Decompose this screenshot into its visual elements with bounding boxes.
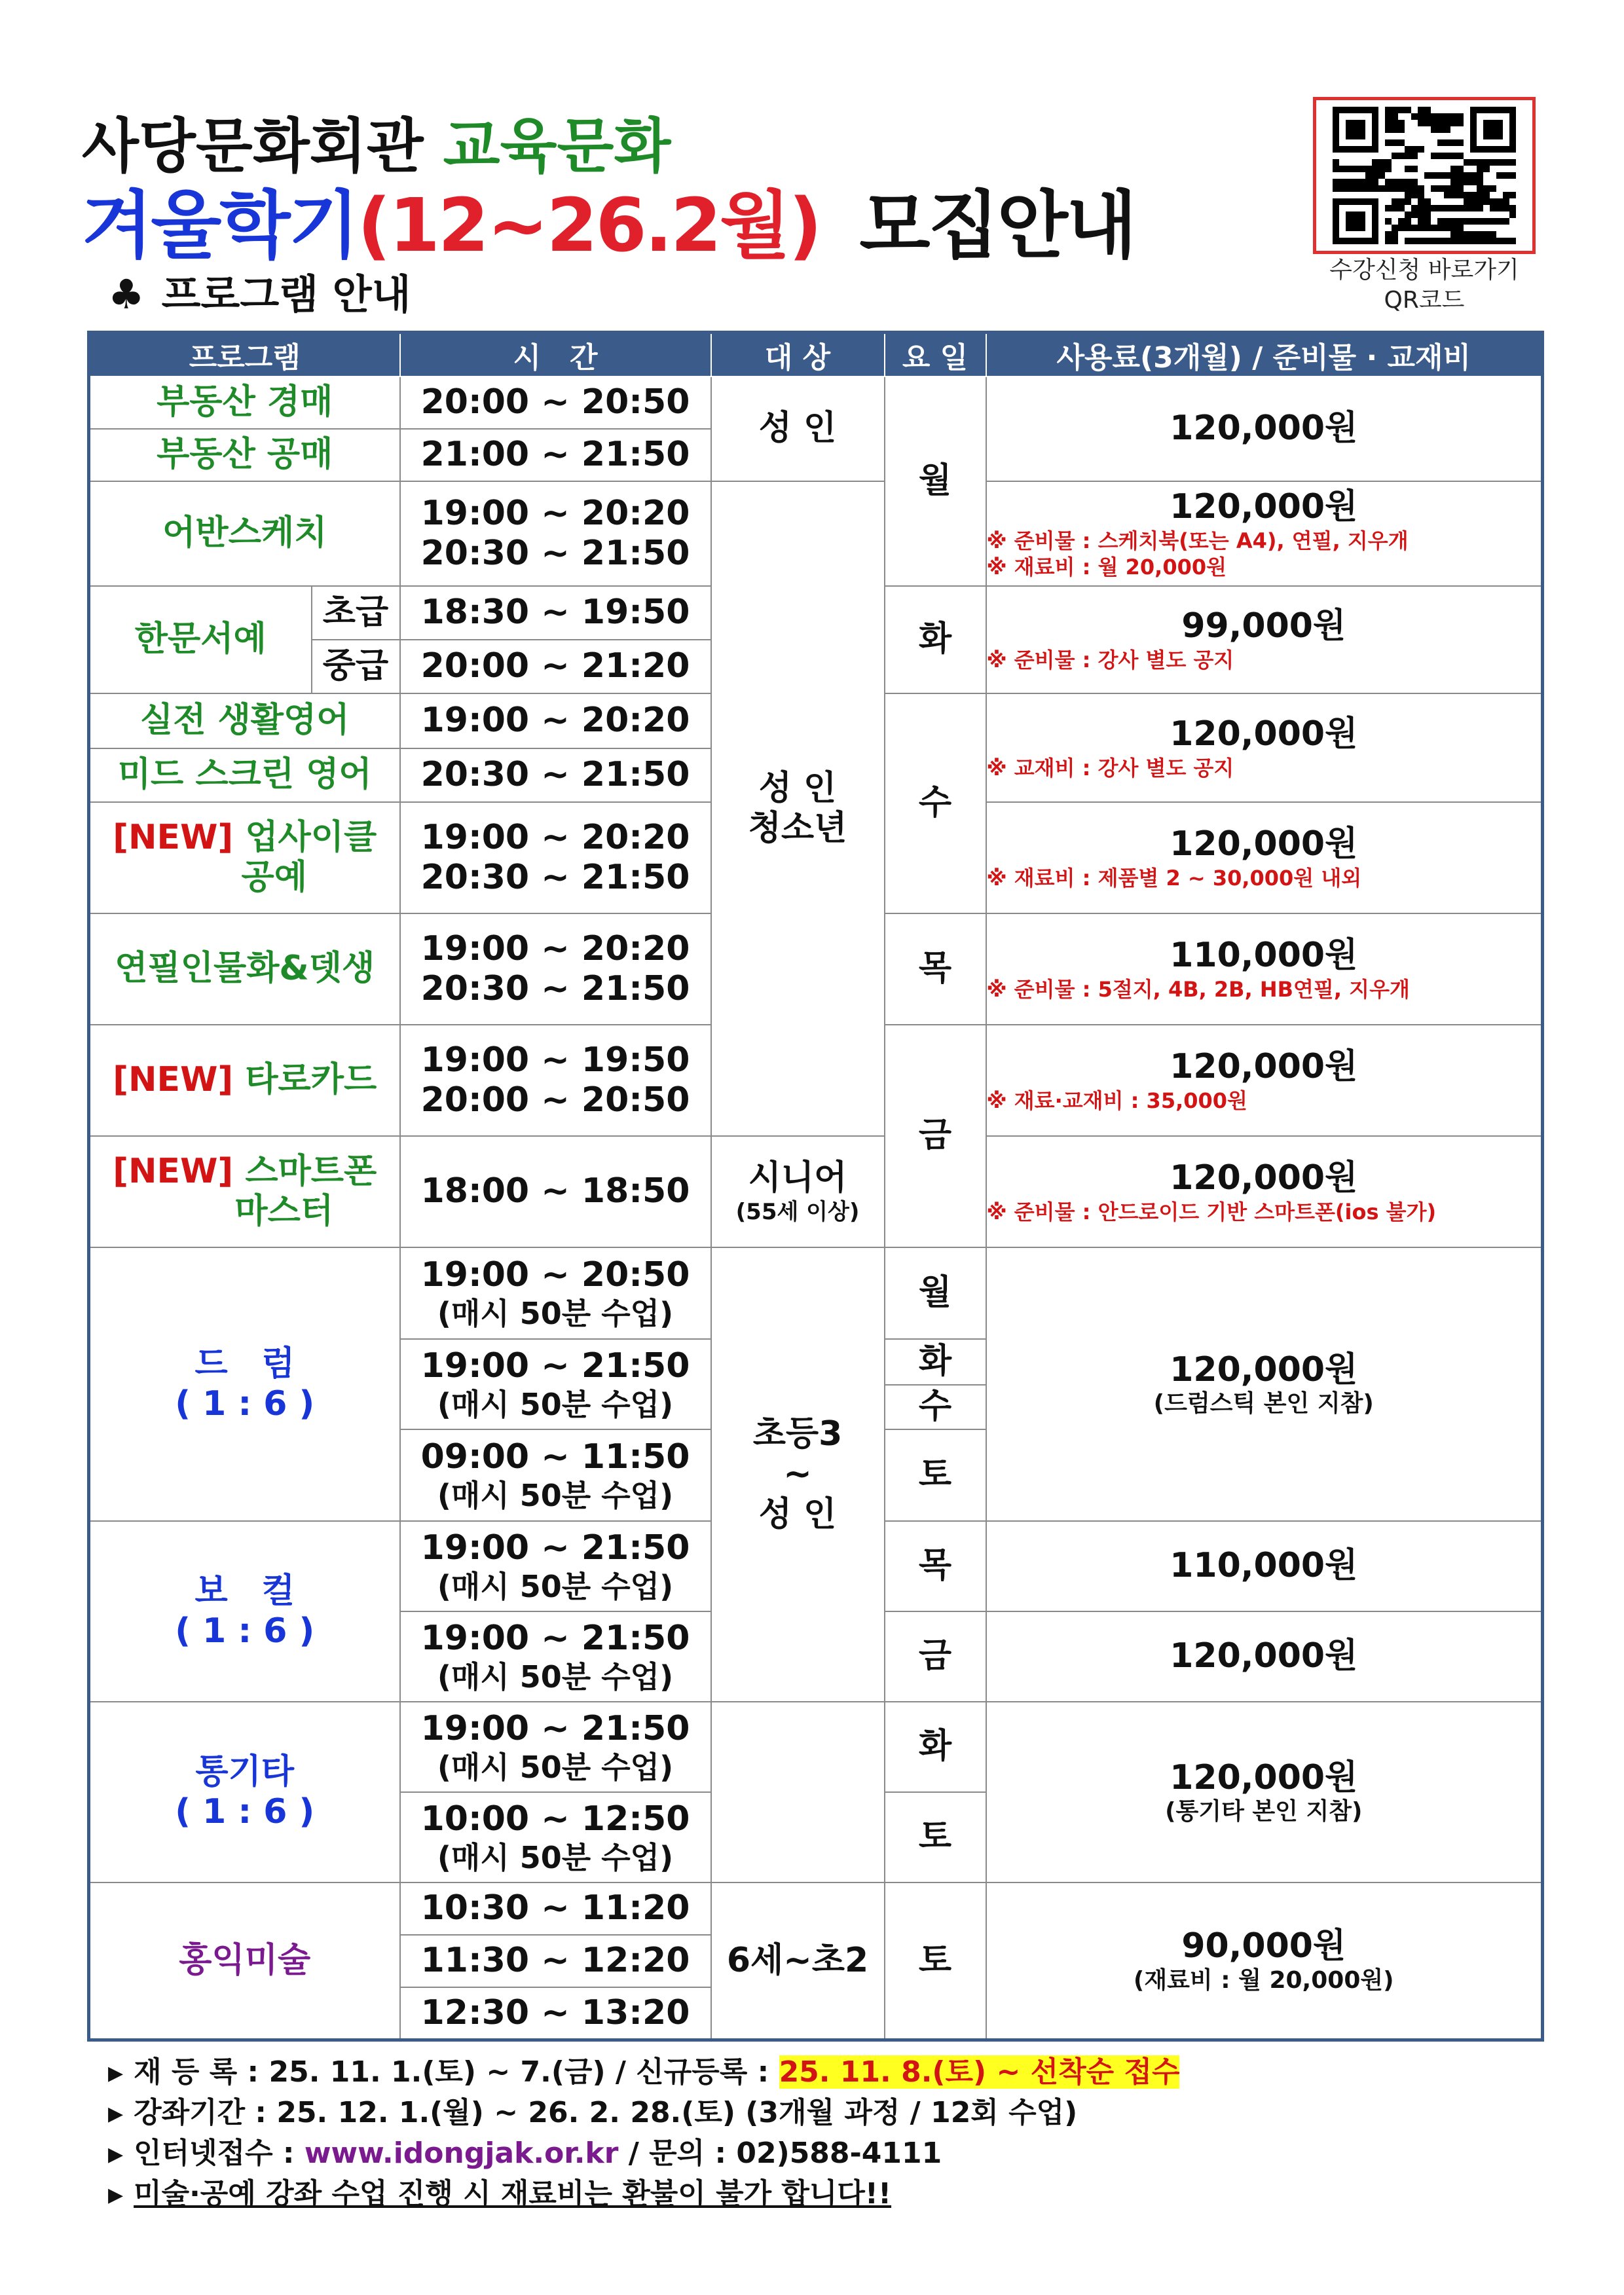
fee-value: 90,000원: [1181, 1926, 1346, 1966]
time-cell: [400, 1611, 711, 1702]
day-cell: 토: [885, 1429, 986, 1521]
target-cell: 성 인: [711, 376, 885, 481]
time-cell: [400, 1025, 711, 1136]
fee-value: 120,000원: [1170, 824, 1358, 864]
fee-cell: [986, 1247, 1543, 1521]
program-ratio: ( 1 : 6 ): [175, 1611, 315, 1651]
program-name: [89, 802, 400, 913]
fee-note: ※ 교재비 : 강사 별도 공지: [986, 755, 1234, 780]
program-name-line: 업사이클: [245, 817, 377, 857]
time-cell: [400, 481, 711, 586]
fee-cell: [986, 1882, 1543, 2040]
notice-title: 모집안내: [859, 183, 1135, 268]
time-line: 19:00 ~ 20:50: [420, 1255, 690, 1295]
time-line: 19:00 ~ 21:50: [420, 1619, 690, 1659]
note-registration: [108, 2053, 1179, 2093]
fee-cell: 120,000원: [986, 376, 1543, 481]
program-name: 한문서예: [89, 586, 312, 693]
new-tag: [NEW]: [113, 817, 234, 857]
program-name-line: 타로카드: [245, 1060, 377, 1100]
fee-value: 120,000원: [1170, 1758, 1358, 1798]
day-cell: 수: [885, 1385, 986, 1429]
target-cell: [711, 1136, 885, 1247]
program-name-line: 마스터: [234, 1192, 334, 1231]
program-table: [87, 331, 1544, 2042]
time-line: 19:00 ~ 19:50: [420, 1040, 690, 1080]
time-line: 20:30 ~ 21:50: [420, 969, 690, 1008]
qr-code[interactable]: [1313, 97, 1536, 254]
time-cell: [400, 802, 711, 913]
time-sub: (매시 50분 수업): [437, 1839, 674, 1875]
target-cell: [711, 1247, 885, 1702]
time-cell: 19:00 ~ 20:20: [400, 693, 711, 748]
time-cell: [400, 1702, 711, 1792]
day-cell: 토: [885, 1882, 986, 2040]
time-sub: (매시 50분 수업): [437, 1749, 674, 1785]
program-name-line: 통기타: [195, 1752, 295, 1791]
time-cell: 18:30 ~ 19:50: [400, 586, 711, 640]
program-name: 부동산 공매: [89, 429, 400, 481]
time-line: 20:30 ~ 21:50: [420, 858, 690, 897]
fee-cell: 110,000원: [986, 1521, 1543, 1611]
fee-note: ※ 준비물 : 5절지, 4B, 2B, HB연필, 지우개: [986, 976, 1410, 1002]
target-sub: (55세 이상): [735, 1198, 860, 1225]
level-cell: 초급: [312, 586, 400, 640]
fee-note: ※ 준비물 : 강사 별도 공지: [986, 647, 1234, 672]
note-online: [108, 2134, 1179, 2175]
target-line: 청소년: [748, 809, 847, 848]
time-cell: 18:00 ~ 18:50: [400, 1136, 711, 1247]
time-sub: (매시 50분 수업): [437, 1568, 674, 1604]
target-cell: [711, 481, 885, 1136]
fee-note: (드럼스틱 본인 지참): [1153, 1390, 1374, 1418]
program-name-line: 스마트폰: [245, 1151, 377, 1191]
header-target: 대 상: [711, 333, 885, 377]
note-period: [108, 2093, 1179, 2134]
header-time: 시 간: [400, 333, 711, 377]
season-title: [82, 167, 1135, 272]
program-name-line: 보 컬: [194, 1571, 295, 1611]
header-program: 프로그램: [89, 333, 400, 377]
fee-cell: 120,000원: [986, 1611, 1543, 1702]
table-row: [89, 1882, 1543, 1935]
fee-note: (통기타 본인 지참): [1165, 1798, 1363, 1826]
time-cell: 21:00 ~ 21:50: [400, 429, 711, 481]
program-name-line: 공예: [241, 858, 307, 897]
fee-value: 120,000원: [1170, 1158, 1358, 1198]
day-cell: 목: [885, 1521, 986, 1611]
program-name: [89, 1521, 400, 1702]
new-tag: [NEW]: [113, 1060, 234, 1100]
program-name: 부동산 경매: [89, 376, 400, 429]
note-registration-highlight: 25. 11. 8.(토) ~ 선착순 접수: [779, 2055, 1180, 2089]
time-cell: [400, 1429, 711, 1521]
table-row: [89, 1136, 1543, 1247]
fee-cell: [986, 1702, 1543, 1882]
fee-cell: [986, 913, 1543, 1025]
section-title: [108, 262, 411, 320]
time-cell: [400, 913, 711, 1025]
season-name: 겨울학기: [82, 183, 358, 268]
program-name: 어반스케치: [89, 481, 400, 586]
time-line: 19:00 ~ 21:50: [420, 1528, 690, 1568]
time-sub: (매시 50분 수업): [437, 1659, 674, 1695]
qr-caption-line1: 수강신청 바로가기: [1329, 257, 1519, 284]
day-cell: 목: [885, 913, 986, 1025]
triangle-bullet-icon: ▶: [108, 2102, 124, 2125]
venue-name: 사당문화회관: [82, 112, 424, 181]
time-line: 19:00 ~ 20:20: [420, 928, 690, 968]
day-cell: 금: [885, 1025, 986, 1247]
fee-note: (재료비 : 월 20,000원): [1133, 1966, 1394, 1994]
fee-value: 120,000원: [1170, 487, 1358, 527]
qr-pattern-icon: [1333, 107, 1516, 244]
level-cell: 중급: [312, 640, 400, 693]
time-line: 19:00 ~ 21:50: [420, 1709, 690, 1749]
time-sub: (매시 50분 수업): [437, 1295, 674, 1331]
fee-value: 99,000원: [1181, 606, 1346, 646]
time-line: 09:00 ~ 11:50: [420, 1437, 690, 1477]
fee-cell: [986, 586, 1543, 693]
fee-note: ※ 재료비 : 제품별 2 ~ 30,000원 내외: [986, 865, 1362, 890]
program-name: [89, 1025, 400, 1136]
target-line: 성 인: [758, 768, 837, 808]
note-online-text: 인터넷접수 :: [134, 2137, 304, 2170]
time-line: 19:00 ~ 20:20: [420, 817, 690, 857]
target-line: ~: [783, 1454, 812, 1494]
qr-caption: [1303, 255, 1545, 316]
program-name: [89, 1247, 400, 1521]
fee-cell: [986, 802, 1543, 913]
day-cell: 화: [885, 1339, 986, 1385]
section-title-text: 프로그램 안내: [161, 270, 411, 318]
program-name: [89, 1702, 400, 1882]
fee-cell: [986, 693, 1543, 802]
program-name-line: 드 럼: [194, 1344, 295, 1384]
program-name: 연필인물화&뎃생: [89, 913, 400, 1025]
target-cell: 6세~초2: [711, 1882, 885, 2040]
time-cell: [400, 1792, 711, 1882]
time-cell: [400, 1247, 711, 1339]
program-name: [89, 1136, 400, 1247]
day-cell: 화: [885, 586, 986, 693]
target-line: 성 인: [758, 1494, 837, 1534]
time-line: 20:30 ~ 21:50: [420, 534, 690, 573]
time-line: 20:00 ~ 20:50: [420, 1080, 690, 1120]
fee-value: 120,000원: [1170, 1350, 1358, 1390]
fee-cell: [986, 1025, 1543, 1136]
day-cell: 토: [885, 1792, 986, 1882]
season-period: (12~26.2월): [357, 183, 821, 268]
new-tag: [NEW]: [113, 1151, 234, 1191]
note-contact-text: / 문의 : 02)588-4111: [618, 2137, 942, 2170]
time-cell: 20:00 ~ 20:50: [400, 376, 711, 429]
time-cell: [400, 1521, 711, 1611]
note-refund-text: 미술·공예 강좌 수업 진행 시 재료비는 환불이 불가 합니다!!: [134, 2177, 892, 2211]
fee-cell: [986, 481, 1543, 586]
qr-caption-line2: QR코드: [1384, 287, 1465, 314]
program-name: 미드 스크린 영어: [89, 748, 400, 802]
table-row: [89, 1702, 1543, 1792]
note-refund: [108, 2175, 1179, 2215]
triangle-bullet-icon: ▶: [108, 2062, 124, 2085]
time-sub: (매시 50분 수업): [437, 1386, 674, 1422]
target-line: 시니어: [748, 1158, 847, 1198]
target-cell: [711, 1702, 885, 1882]
note-period-text: 강좌기간 : 25. 12. 1.(월) ~ 26. 2. 28.(토) (3개월 과정 / 12회 수업): [134, 2096, 1078, 2129]
program-ratio: ( 1 : 6 ): [175, 1792, 315, 1831]
header-day: 요 일: [885, 333, 986, 377]
fee-note: ※ 재료비 : 월 20,000원: [986, 554, 1227, 579]
note-registration-text: 재 등 록 : 25. 11. 1.(토) ~ 7.(금) / 신규등록 :: [134, 2055, 779, 2089]
time-line: 19:00 ~ 20:20: [420, 493, 690, 533]
fee-value: 120,000원: [1170, 714, 1358, 754]
target-line: 초등3: [752, 1414, 843, 1454]
header-fee: 사용료(3개월) / 준비물 · 교재비: [986, 333, 1543, 377]
day-cell: 금: [885, 1611, 986, 1702]
fee-value: 120,000원: [1170, 1047, 1358, 1087]
footer-notes: [108, 2053, 1179, 2215]
table-row: [89, 481, 1543, 586]
time-cell: 10:30 ~ 11:20: [400, 1882, 711, 1935]
fee-note: ※ 재료·교재비 : 35,000원: [986, 1088, 1247, 1113]
time-sub: (매시 50분 수업): [437, 1477, 674, 1513]
table-row: [89, 1247, 1543, 1339]
program-ratio: ( 1 : 6 ): [175, 1384, 315, 1423]
fee-cell: [986, 1136, 1543, 1247]
day-cell: 화: [885, 1702, 986, 1792]
triangle-bullet-icon: ▶: [108, 2143, 124, 2166]
program-name: 실전 생활영어: [89, 693, 400, 748]
time-cell: [400, 1339, 711, 1429]
triangle-bullet-icon: ▶: [108, 2184, 124, 2207]
time-cell: 12:30 ~ 13:20: [400, 1987, 711, 2040]
day-cell: 월: [885, 376, 986, 586]
table-header-row: [89, 333, 1543, 377]
club-icon: ♣: [108, 270, 145, 318]
category-name: 교육문화: [443, 112, 671, 181]
time-cell: 11:30 ~ 12:20: [400, 1935, 711, 1987]
fee-note: ※ 준비물 : 안드로이드 기반 스마트폰(ios 불가): [986, 1199, 1437, 1224]
fee-value: 110,000원: [1170, 936, 1358, 976]
time-cell: 20:00 ~ 21:20: [400, 640, 711, 693]
time-line: 10:00 ~ 12:50: [420, 1799, 690, 1839]
day-cell: 월: [885, 1247, 986, 1339]
program-name: 홍익미술: [89, 1882, 400, 2040]
fee-note: ※ 준비물 : 스케치북(또는 A4), 연필, 지우개: [986, 528, 1409, 553]
website-link[interactable]: www.idongjak.or.kr: [304, 2137, 619, 2170]
time-line: 19:00 ~ 21:50: [420, 1346, 690, 1386]
day-cell: 수: [885, 693, 986, 913]
table-row: [89, 376, 1543, 429]
time-cell: 20:30 ~ 21:50: [400, 748, 711, 802]
